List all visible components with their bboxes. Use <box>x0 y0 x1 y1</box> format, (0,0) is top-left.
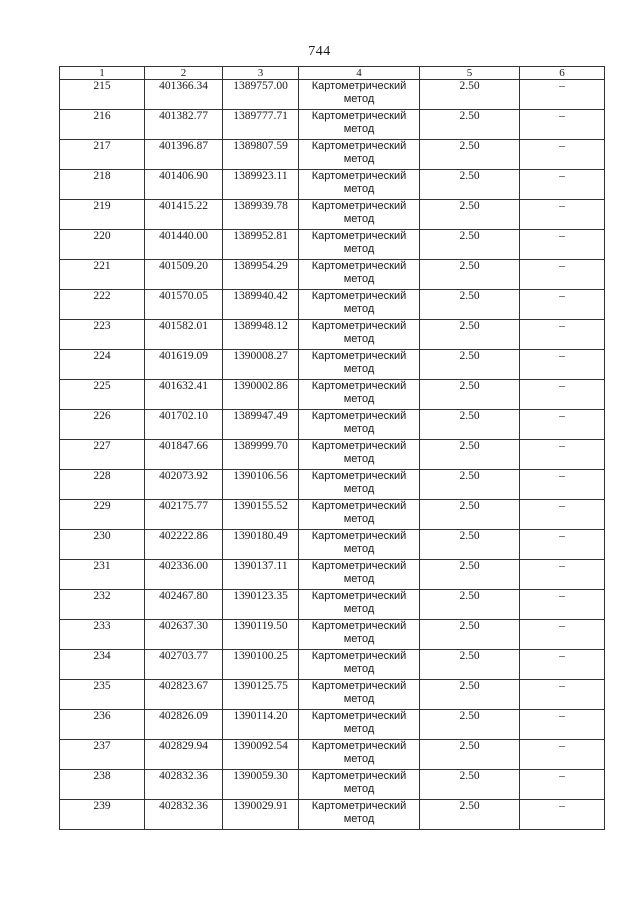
column-header-3: 3 <box>223 67 299 80</box>
y-coordinate-cell: 1390002.86 <box>223 380 299 410</box>
y-coordinate-cell: 1389777.71 <box>223 110 299 140</box>
x-coordinate-cell: 401619.09 <box>145 350 223 380</box>
accuracy-cell: 2.50 <box>420 140 520 170</box>
note-cell: – <box>520 470 605 500</box>
method-line-2: метод <box>343 633 375 645</box>
x-coordinate-cell: 402832.36 <box>145 770 223 800</box>
x-coordinate-cell: 402175.77 <box>145 500 223 530</box>
method-cell <box>299 170 420 200</box>
method-cell <box>299 530 420 560</box>
table-row <box>60 350 605 380</box>
y-coordinate-cell: 1389947.49 <box>223 410 299 440</box>
header-row <box>60 67 605 80</box>
column-header-1: 1 <box>60 67 145 80</box>
point-number-cell: 229 <box>60 500 145 530</box>
table-row <box>60 320 605 350</box>
method-cell <box>299 680 420 710</box>
y-coordinate-cell: 1389939.78 <box>223 200 299 230</box>
point-number-cell: 216 <box>60 110 145 140</box>
method-line-1: Картометрический <box>311 680 407 692</box>
table-row <box>60 290 605 320</box>
method-line-2: метод <box>343 753 375 765</box>
point-number-cell: 222 <box>60 290 145 320</box>
x-coordinate-cell: 401366.34 <box>145 80 223 110</box>
method-cell <box>299 140 420 170</box>
point-number-cell: 228 <box>60 470 145 500</box>
note-cell: – <box>520 230 605 260</box>
table-row <box>60 740 605 770</box>
method-line-2: метод <box>343 333 375 345</box>
accuracy-cell: 2.50 <box>420 560 520 590</box>
accuracy-cell: 2.50 <box>420 380 520 410</box>
method-cell <box>299 110 420 140</box>
y-coordinate-cell: 1389999.70 <box>223 440 299 470</box>
note-cell: – <box>520 650 605 680</box>
method-line-2: метод <box>343 363 375 375</box>
method-line-2: метод <box>343 423 375 435</box>
column-header-4: 4 <box>299 67 420 80</box>
method-line-2: метод <box>343 93 375 105</box>
method-line-1: Картометрический <box>311 590 407 602</box>
x-coordinate-cell: 401582.01 <box>145 320 223 350</box>
x-coordinate-cell: 401382.77 <box>145 110 223 140</box>
x-coordinate-cell: 401509.20 <box>145 260 223 290</box>
method-cell <box>299 650 420 680</box>
note-cell: – <box>520 530 605 560</box>
x-coordinate-cell: 401570.05 <box>145 290 223 320</box>
y-coordinate-cell: 1390119.50 <box>223 620 299 650</box>
method-line-1: Картометрический <box>311 740 407 752</box>
method-line-1: Картометрический <box>311 380 407 392</box>
table-row <box>60 380 605 410</box>
method-line-2: метод <box>343 453 375 465</box>
y-coordinate-cell: 1390100.25 <box>223 650 299 680</box>
method-line-1: Картометрический <box>311 290 407 302</box>
x-coordinate-cell: 402467.80 <box>145 590 223 620</box>
accuracy-cell: 2.50 <box>420 230 520 260</box>
note-cell: – <box>520 410 605 440</box>
method-line-1: Картометрический <box>311 650 407 662</box>
method-line-1: Картометрический <box>311 260 407 272</box>
accuracy-cell: 2.50 <box>420 320 520 350</box>
x-coordinate-cell: 402222.86 <box>145 530 223 560</box>
method-line-1: Картометрический <box>311 80 407 92</box>
method-cell <box>299 770 420 800</box>
note-cell: – <box>520 350 605 380</box>
table-row <box>60 650 605 680</box>
method-line-2: метод <box>343 603 375 615</box>
table-row <box>60 140 605 170</box>
method-line-2: метод <box>343 123 375 135</box>
table-row <box>60 620 605 650</box>
x-coordinate-cell: 402829.94 <box>145 740 223 770</box>
x-coordinate-cell: 401440.00 <box>145 230 223 260</box>
note-cell: – <box>520 590 605 620</box>
method-line-1: Картометрический <box>311 350 407 362</box>
method-line-2: метод <box>343 183 375 195</box>
point-number-cell: 218 <box>60 170 145 200</box>
method-cell <box>299 410 420 440</box>
note-cell: – <box>520 740 605 770</box>
method-line-2: метод <box>343 243 375 255</box>
column-header-2: 2 <box>145 67 223 80</box>
method-cell <box>299 710 420 740</box>
method-line-2: метод <box>343 663 375 675</box>
table-row <box>60 680 605 710</box>
method-line-1: Картометрический <box>311 230 407 242</box>
table-row <box>60 410 605 440</box>
method-line-1: Картометрический <box>311 320 407 332</box>
note-cell: – <box>520 80 605 110</box>
accuracy-cell: 2.50 <box>420 410 520 440</box>
x-coordinate-cell: 402073.92 <box>145 470 223 500</box>
table-row <box>60 260 605 290</box>
coordinates-table <box>59 66 605 830</box>
accuracy-cell: 2.50 <box>420 530 520 560</box>
x-coordinate-cell: 402336.00 <box>145 560 223 590</box>
method-line-1: Картометрический <box>311 620 407 632</box>
note-cell: – <box>520 680 605 710</box>
accuracy-cell: 2.50 <box>420 110 520 140</box>
x-coordinate-cell: 402703.77 <box>145 650 223 680</box>
method-line-1: Картометрический <box>311 410 407 422</box>
method-cell <box>299 260 420 290</box>
table-row <box>60 560 605 590</box>
page-number: 744 <box>308 44 331 59</box>
point-number-cell: 236 <box>60 710 145 740</box>
point-number-cell: 223 <box>60 320 145 350</box>
method-line-1: Картометрический <box>311 200 407 212</box>
y-coordinate-cell: 1390114.20 <box>223 710 299 740</box>
method-cell <box>299 380 420 410</box>
table-row <box>60 110 605 140</box>
x-coordinate-cell: 401406.90 <box>145 170 223 200</box>
accuracy-cell: 2.50 <box>420 590 520 620</box>
method-line-1: Картометрический <box>311 800 407 812</box>
method-cell <box>299 800 420 830</box>
method-line-2: метод <box>343 783 375 795</box>
y-coordinate-cell: 1389952.81 <box>223 230 299 260</box>
method-line-2: метод <box>343 543 375 555</box>
method-line-2: метод <box>343 813 375 825</box>
point-number-cell: 230 <box>60 530 145 560</box>
x-coordinate-cell: 402832.36 <box>145 800 223 830</box>
point-number-cell: 233 <box>60 620 145 650</box>
y-coordinate-cell: 1390029.91 <box>223 800 299 830</box>
accuracy-cell: 2.50 <box>420 200 520 230</box>
x-coordinate-cell: 401847.66 <box>145 440 223 470</box>
method-line-2: метод <box>343 153 375 165</box>
method-line-1: Картометрический <box>311 560 407 572</box>
note-cell: – <box>520 440 605 470</box>
y-coordinate-cell: 1389757.00 <box>223 80 299 110</box>
table-row <box>60 800 605 830</box>
note-cell: – <box>520 320 605 350</box>
table-row <box>60 80 605 110</box>
method-line-1: Картометрический <box>311 530 407 542</box>
accuracy-cell: 2.50 <box>420 170 520 200</box>
method-cell <box>299 590 420 620</box>
point-number-cell: 227 <box>60 440 145 470</box>
note-cell: – <box>520 260 605 290</box>
method-line-1: Картометрический <box>311 770 407 782</box>
method-cell <box>299 440 420 470</box>
x-coordinate-cell: 401702.10 <box>145 410 223 440</box>
point-number-cell: 224 <box>60 350 145 380</box>
table-row <box>60 170 605 200</box>
accuracy-cell: 2.50 <box>420 710 520 740</box>
accuracy-cell: 2.50 <box>420 680 520 710</box>
point-number-cell: 239 <box>60 800 145 830</box>
method-cell <box>299 320 420 350</box>
method-line-1: Картометрический <box>311 710 407 722</box>
point-number-cell: 234 <box>60 650 145 680</box>
y-coordinate-cell: 1390008.27 <box>223 350 299 380</box>
y-coordinate-cell: 1390137.11 <box>223 560 299 590</box>
method-line-1: Картометрический <box>311 470 407 482</box>
x-coordinate-cell: 402826.09 <box>145 710 223 740</box>
method-line-2: метод <box>343 273 375 285</box>
table-row <box>60 200 605 230</box>
method-line-2: метод <box>343 693 375 705</box>
point-number-cell: 215 <box>60 80 145 110</box>
accuracy-cell: 2.50 <box>420 470 520 500</box>
accuracy-cell: 2.50 <box>420 650 520 680</box>
method-cell <box>299 740 420 770</box>
method-line-1: Картометрический <box>311 500 407 512</box>
method-cell <box>299 230 420 260</box>
table-header <box>60 67 605 80</box>
method-cell <box>299 500 420 530</box>
accuracy-cell: 2.50 <box>420 290 520 320</box>
method-cell <box>299 290 420 320</box>
accuracy-cell: 2.50 <box>420 80 520 110</box>
table-row <box>60 770 605 800</box>
method-cell <box>299 560 420 590</box>
y-coordinate-cell: 1390125.75 <box>223 680 299 710</box>
accuracy-cell: 2.50 <box>420 740 520 770</box>
table-row <box>60 530 605 560</box>
method-line-1: Картометрический <box>311 140 407 152</box>
y-coordinate-cell: 1390123.35 <box>223 590 299 620</box>
x-coordinate-cell: 401396.87 <box>145 140 223 170</box>
x-coordinate-cell: 401415.22 <box>145 200 223 230</box>
note-cell: – <box>520 290 605 320</box>
point-number-cell: 232 <box>60 590 145 620</box>
method-line-2: метод <box>343 513 375 525</box>
method-line-2: метод <box>343 303 375 315</box>
accuracy-cell: 2.50 <box>420 260 520 290</box>
y-coordinate-cell: 1389807.59 <box>223 140 299 170</box>
point-number-cell: 238 <box>60 770 145 800</box>
y-coordinate-cell: 1389940.42 <box>223 290 299 320</box>
y-coordinate-cell: 1390059.30 <box>223 770 299 800</box>
point-number-cell: 225 <box>60 380 145 410</box>
point-number-cell: 220 <box>60 230 145 260</box>
accuracy-cell: 2.50 <box>420 350 520 380</box>
note-cell: – <box>520 620 605 650</box>
method-line-2: метод <box>343 573 375 585</box>
x-coordinate-cell: 401632.41 <box>145 380 223 410</box>
table-row <box>60 470 605 500</box>
point-number-cell: 226 <box>60 410 145 440</box>
accuracy-cell: 2.50 <box>420 770 520 800</box>
point-number-cell: 219 <box>60 200 145 230</box>
column-header-6: 6 <box>520 67 605 80</box>
method-line-1: Картометрический <box>311 170 407 182</box>
note-cell: – <box>520 560 605 590</box>
x-coordinate-cell: 402823.67 <box>145 680 223 710</box>
point-number-cell: 237 <box>60 740 145 770</box>
y-coordinate-cell: 1389948.12 <box>223 320 299 350</box>
x-coordinate-cell: 402637.30 <box>145 620 223 650</box>
method-cell <box>299 80 420 110</box>
y-coordinate-cell: 1390180.49 <box>223 530 299 560</box>
note-cell: – <box>520 770 605 800</box>
table-row <box>60 230 605 260</box>
method-cell <box>299 350 420 380</box>
method-line-1: Картометрический <box>311 440 407 452</box>
method-line-2: метод <box>343 723 375 735</box>
y-coordinate-cell: 1389954.29 <box>223 260 299 290</box>
note-cell: – <box>520 200 605 230</box>
note-cell: – <box>520 710 605 740</box>
table-row <box>60 440 605 470</box>
note-cell: – <box>520 500 605 530</box>
table-row <box>60 590 605 620</box>
method-line-2: метод <box>343 483 375 495</box>
accuracy-cell: 2.50 <box>420 500 520 530</box>
method-line-2: метод <box>343 213 375 225</box>
accuracy-cell: 2.50 <box>420 800 520 830</box>
note-cell: – <box>520 380 605 410</box>
point-number-cell: 235 <box>60 680 145 710</box>
method-cell <box>299 200 420 230</box>
y-coordinate-cell: 1390092.54 <box>223 740 299 770</box>
note-cell: – <box>520 110 605 140</box>
accuracy-cell: 2.50 <box>420 440 520 470</box>
point-number-cell: 221 <box>60 260 145 290</box>
table-row <box>60 500 605 530</box>
table-row <box>60 710 605 740</box>
note-cell: – <box>520 140 605 170</box>
note-cell: – <box>520 800 605 830</box>
table-body <box>60 80 605 830</box>
y-coordinate-cell: 1390106.56 <box>223 470 299 500</box>
point-number-cell: 231 <box>60 560 145 590</box>
point-number-cell: 217 <box>60 140 145 170</box>
method-cell <box>299 620 420 650</box>
method-line-2: метод <box>343 393 375 405</box>
method-line-1: Картометрический <box>311 110 407 122</box>
y-coordinate-cell: 1389923.11 <box>223 170 299 200</box>
y-coordinate-cell: 1390155.52 <box>223 500 299 530</box>
column-header-5: 5 <box>420 67 520 80</box>
method-cell <box>299 470 420 500</box>
accuracy-cell: 2.50 <box>420 620 520 650</box>
note-cell: – <box>520 170 605 200</box>
